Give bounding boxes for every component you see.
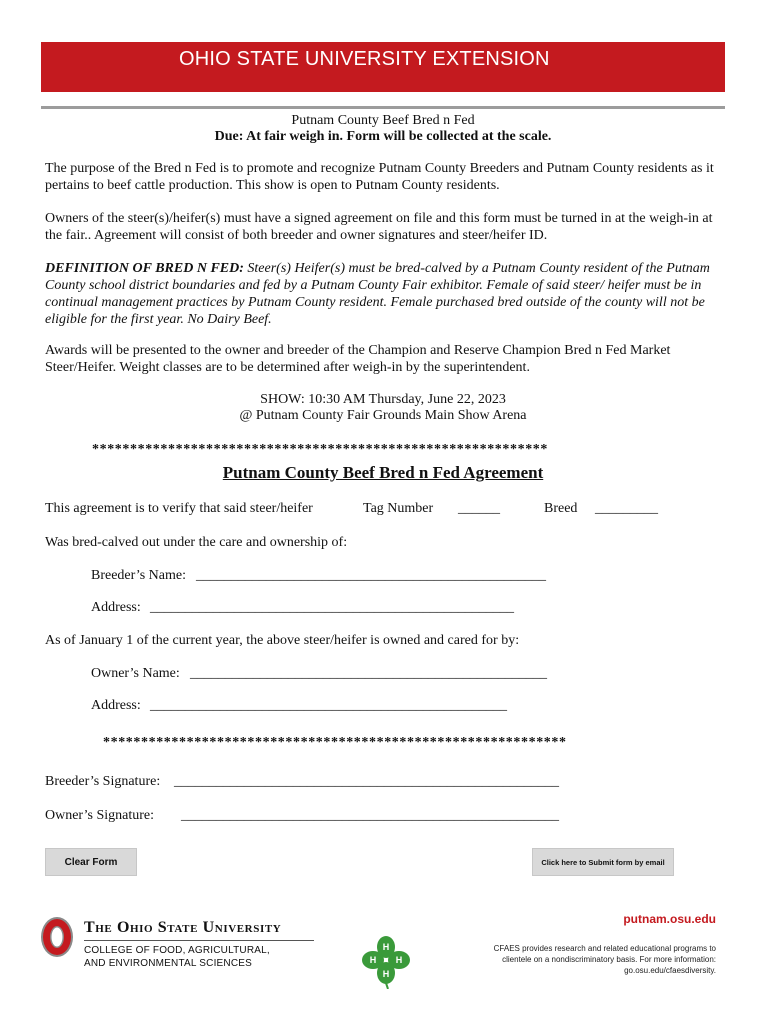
svg-text:H: H [395, 955, 403, 965]
extension-banner [41, 42, 725, 92]
owner-name-label: Owner’s Name: [91, 666, 180, 681]
breed-field[interactable]: _________ [595, 501, 658, 516]
verify-label: This agreement is to verify that said steer/heifer [45, 501, 313, 516]
owner-address-label: Address: [91, 698, 141, 713]
svg-text:H: H [382, 969, 390, 979]
website-link[interactable]: putnam.osu.edu [623, 912, 716, 926]
show-time: SHOW: 10:30 AM Thursday, June 22, 2023 [260, 392, 506, 407]
submit-email-button[interactable]: Click here to Submit form by email [532, 848, 674, 876]
osu-block-o-logo [40, 916, 74, 958]
as-of-line: As of January 1 of the current year, the above steer/heifer is owned and cared for by: [45, 633, 520, 648]
breeder-address-field[interactable]: ____________________________________________________ [150, 600, 514, 615]
purpose-paragraph: The purpose of the Bred n Fed is to promote and recognize Putnam County Breeders and Putnam County residents as it pertains to beef cattle production. This show is open to Putnam County residents. [45, 161, 714, 193]
owners-paragraph: Owners of the steer(s)/heifer(s) must have a signed agreement on file and this form must be turned in at the weigh-in at the fair.. Agreement will consist of both breeder and owner signatures and steer/heifer ID. [45, 211, 713, 243]
breeder-address-label: Address: [91, 600, 141, 615]
breeder-signature-label: Breeder’s Signature: [45, 774, 161, 789]
breeder-name-field[interactable]: __________________________________________________ [196, 568, 546, 583]
separator-stars: ************************************************************ [92, 442, 548, 457]
owner-signature-field[interactable]: ______________________________________________________ [181, 808, 559, 823]
cfaes-statement [456, 943, 716, 976]
breed-label: Breed [544, 501, 578, 516]
agreement-title: Putnam County Beef Bred n Fed Agreement [222, 463, 544, 482]
cfaes-line-3: go.osu.edu/cfaesdiversity. [624, 966, 716, 975]
banner-title: OHIO STATE UNIVERSITY EXTENSION [179, 48, 550, 70]
breeder-signature-field[interactable]: _______________________________________________________ [174, 774, 559, 789]
form-subtitle: Putnam County Beef Bred n Fed [291, 113, 475, 128]
tag-number-label: Tag Number [363, 501, 434, 516]
tag-number-field[interactable]: ______ [458, 501, 500, 516]
college-line-1: COLLEGE OF FOOD, AGRICULTURAL, [84, 945, 270, 956]
show-location: @ Putnam County Fair Grounds Main Show Arena [239, 408, 527, 423]
owner-signature-label: Owner’s Signature: [45, 808, 154, 823]
definition-paragraph [45, 260, 730, 328]
awards-paragraph: Awards will be presented to the owner and breeder of the Champion and Reserve Champion Bred n Fed Market Steer/Heifer. Weight classes are to be determined after weigh-in by the superintendent. [45, 343, 671, 375]
four-h-clover-icon [361, 935, 411, 989]
clear-form-button[interactable]: Clear Form [45, 848, 137, 876]
owner-address-field[interactable]: ___________________________________________________ [150, 698, 507, 713]
definition-label: DEFINITION OF BRED N FED: [45, 261, 244, 276]
owner-name-field[interactable]: ___________________________________________________ [190, 666, 547, 681]
definition-text: Steer(s) Heifer(s) must be bred-calved by a Putnam County resident of the Putnam County school district boundaries and fed by a Putnam County Fair exhibitor. Female of said steer/ heifer must be in continual management practices by Putnam County resident. Female purchased bred outside of the county will not be eligible for the first year. No Dairy Beef. [45, 261, 710, 327]
cfaes-line-1: CFAES provides research and related educational programs to [493, 944, 716, 953]
separator-stars-2: ************************************************************* [103, 735, 567, 750]
bred-calved-line: Was bred-calved out under the care and ownership of: [45, 535, 348, 550]
osu-wordmark: The Ohio State University [84, 919, 282, 936]
breeder-name-label: Breeder’s Name: [91, 568, 186, 583]
college-line-2: AND ENVIRONMENTAL SCIENCES [84, 958, 253, 969]
due-line: Due: At fair weigh in. Form will be collected at the scale. [214, 129, 552, 144]
svg-text:H: H [369, 955, 377, 965]
osu-wordmark-rule [84, 940, 314, 941]
cfaes-line-2: clientele on a nondiscriminatory basis. For more information: [502, 955, 716, 964]
svg-text:H: H [382, 942, 390, 952]
banner-rule [41, 106, 725, 109]
